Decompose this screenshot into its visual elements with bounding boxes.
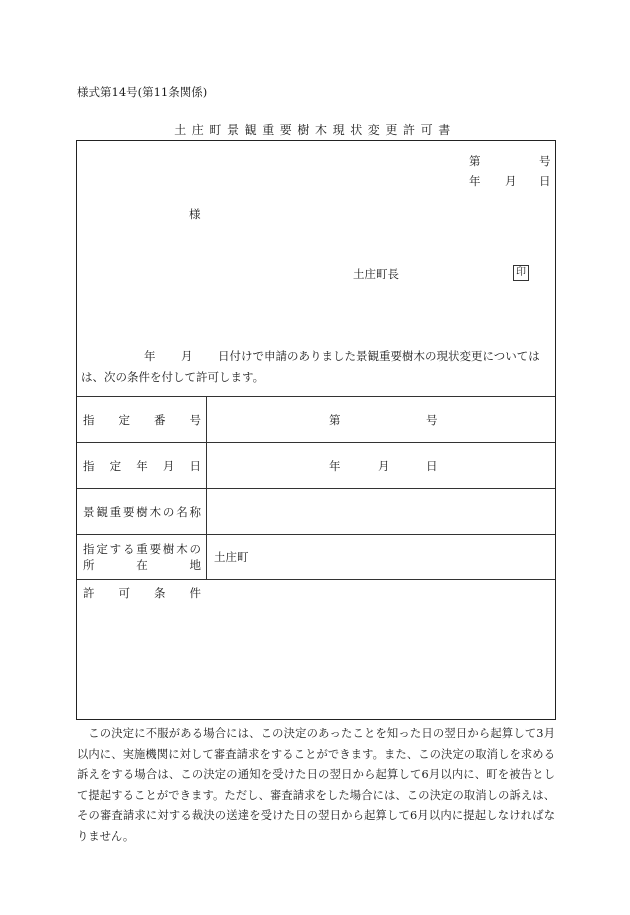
designation-date-year: 年 xyxy=(329,459,341,473)
date-year-label: 年 xyxy=(469,174,481,188)
date-month-label: 月 xyxy=(505,174,517,188)
label-column-rule xyxy=(206,397,207,579)
table-top-rule xyxy=(77,396,555,397)
label-location-line2: 所 在 地 xyxy=(83,558,201,572)
designation-number-prefix: 第 xyxy=(329,413,341,427)
document-title: 土庄町景観重要樹木現状変更許可書 xyxy=(174,123,456,137)
row-rule xyxy=(77,534,555,535)
appeal-notice-text: この決定に不服がある場合には、この決定のあったことを知った日の翌日から起算して3月以内に、実施機関に対して審査請求をすることができます。また、この決定の取消しを求める訴えをする場合は、この決定の通知を受けた日の翌日から起算して6月以内に、町を被告として提起することができます。ただし、審査請求をした場合には、この決定の取消しの訴えは、その審査請求に対する裁決の送達を受けた日の翌日から起算して6月以内に提起しなければなりません。 xyxy=(77,727,555,843)
permit-form-frame xyxy=(76,140,556,720)
body-text-line1: 日付けで申請のありました景観重要樹木の現状変更については xyxy=(218,349,540,363)
form-number: 様式第14号(第11条関係) xyxy=(77,85,208,99)
number-suffix: 号 xyxy=(539,154,551,168)
seal-mark xyxy=(513,264,529,281)
label-designation-number: 指 定 番 号 xyxy=(83,413,201,427)
appeal-notice xyxy=(77,724,555,848)
row-rule xyxy=(77,442,555,443)
label-permit-conditions: 許 可 条 件 xyxy=(83,586,201,600)
label-tree-name: 景 観 重 要 樹 木 の 名 称 xyxy=(83,505,201,519)
location-value: 土庄町 xyxy=(214,550,249,564)
designation-date-month: 月 xyxy=(378,459,390,473)
body-text-line2: は、次の条件を付して許可します。 xyxy=(81,370,265,384)
designation-number-suffix: 号 xyxy=(426,413,438,427)
label-designation-date: 指 定 年 月 日 xyxy=(83,459,201,473)
number-prefix: 第 xyxy=(469,154,481,168)
addressee-suffix: 様 xyxy=(189,207,201,221)
row-rule xyxy=(77,579,555,580)
seal-text: 印 xyxy=(513,265,529,281)
designation-date-day: 日 xyxy=(426,459,438,473)
date-day-label: 日 xyxy=(539,174,551,188)
label-location-line1: 指 定 す る 重 要 樹 木 の xyxy=(83,542,201,556)
body-year: 年 xyxy=(144,349,156,363)
body-month: 月 xyxy=(181,349,193,363)
issuer-name: 土庄町長 xyxy=(353,267,399,281)
row-rule xyxy=(77,488,555,489)
